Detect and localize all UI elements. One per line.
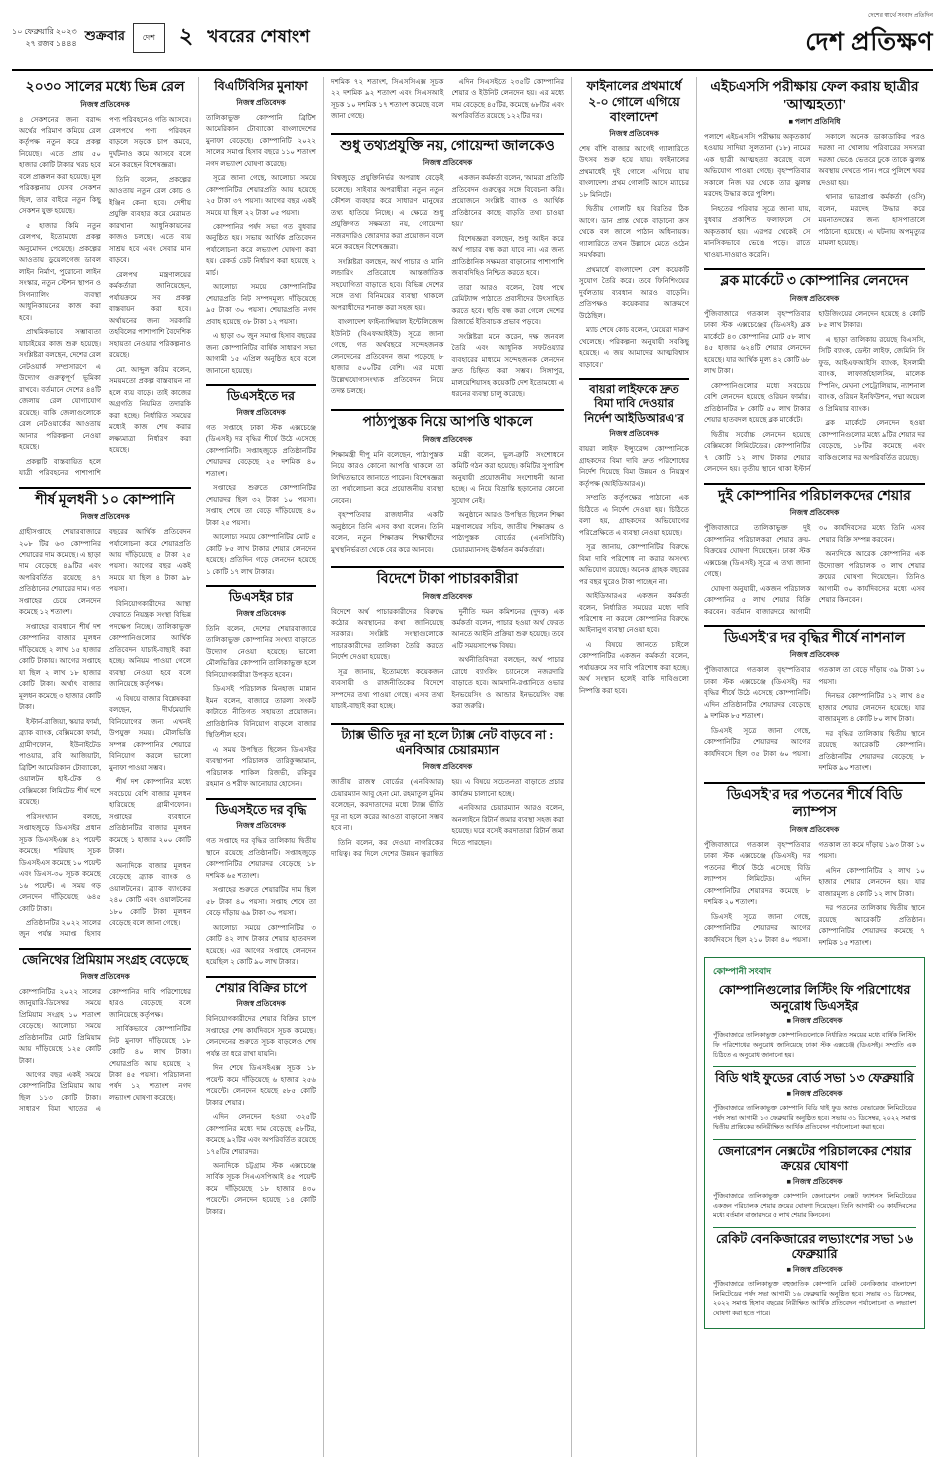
headline-zenith-premium: জেনিথের প্রিমিয়াম সংগ্রহ বেড়েছে — [21, 952, 189, 967]
column-3 — [323, 77, 571, 1457]
page-grid — [12, 77, 933, 1457]
article-body-money-launderers: বিদেশে অর্থ পাচারকারীদের বিরুদ্ধে কঠোর অবস্থানের কথা জানিয়েছে সরকার। সংশ্লিষ্ট সংস্থাগুলোকে পাচারকারীদের তালিকা তৈরি করতে নির্দেশ দেওয়া হয়েছে। সূত্র জানায়, ইতোমধ্যে কয়েকজন ব্যবসায়ী ও রাজনীতিকের বিদেশে সম্পদের তথ্য পাওয়া গেছে। এসব তথ্য যাচাই-বাছাই করা হচ্ছে। দুর্নীতি দমন কমিশনের (দুদক) এক কর্মকর্তা বলেন, পাচার হওয়া অর্থ ফেরত আনতে আইনি প্রক্রিয়া শুরু হয়েছে। তবে এটি সময়সাপেক্ষ বিষয়। অর্থনীতিবিদরা বলছেন, অর্থ পাচার রোধে ব্যাংকিং চ্যানেলে নজরদারি বাড়াতে হবে। আমদানি-রপ্তানিতে ওভার ইনভয়েসিং ও আন্ডার ইনভয়েসিং বন্ধ করা জরুরি। — [331, 607, 564, 711]
byline: নিজস্ব প্রতিবেদক — [789, 293, 840, 303]
masthead-tagline: দেশের স্বার্থে সংবাদ প্রতিদিন — [868, 13, 933, 19]
logo-text: দেশ — [142, 32, 155, 42]
date-gregorian: ১০ ফেব্রুয়ারি ২০২৩ — [12, 26, 77, 36]
byline: নিজস্ব প্রতিবেদক — [422, 158, 473, 168]
headline-top-market-cap: শীর্ষ মূলধনী ১০ কোম্পানি — [35, 492, 175, 508]
byline-correspondent: ■ পলাশ প্রতিনিধি — [788, 117, 841, 126]
byline: ■ নিজস্ব প্রতিবেদক — [786, 1265, 843, 1275]
masthead-right — [805, 10, 933, 65]
article-body-batbc-profit: তালিকাভুক্ত কোম্পানি ব্রিটিশ আমেরিকান টোব্যাকো বাংলাদেশের মুনাফা বেড়েছে। কোম্পানিটি ২০২২ সালের সমাপ্ত হিসাব বছরে ১১০ শতাংশ নগদ লভ্যাংশ ঘোষণা করেছে। সূত্রে জানা গেছে, আলোচ্য সময়ে কোম্পানিটির শেয়ারপ্রতি আয় হয়েছে ২৫ টাকা ৩৭ পয়সা। আগের বছর একই সময়ে যা ছিল ২২ টাকা ০৫ পয়সা। কোম্পানির পর্ষদ সভা গত বুধবার অনুষ্ঠিত হয়। সভায় আর্থিক প্রতিবেদন পর্যালোচনা করে লভ্যাংশ ঘোষণা করা হয়। রেকর্ড ডেট নির্ধারণ করা হয়েছে ২ মার্চ। আলোচ্য সময়ে কোম্পানিটির শেয়ারপ্রতি নিট সম্পদমূল্য দাঁড়িয়েছে ৯৫ টাকা ৩০ পয়সা। শেয়ারপ্রতি নগদ প্রবাহ হয়েছে ৩৮ টাকা ১২ পয়সা। এ ছাড়া ৩০ জুন সমাপ্ত হিসাব বছরের জন্য কোম্পানিটির বার্ষিক সাধারণ সভা আগামী ১৫ এপ্রিল অনুষ্ঠিত হবে বলে জানানো হয়েছে। — [206, 113, 316, 375]
article-body-reckitt-benckiser: পুঁজিবাজারে তালিকাভুক্ত বহুজাতিক কোম্পানি রেকিট বেনকিজার বাংলাদেশ লিমিটেডের পর্ষদ সভা আগামী ১৬ ফেব্রুয়ারি অনুষ্ঠিত হবে। সভায় ৩১ ডিসেম্বর, ২০২২ সমাপ্ত হিসাব বছরের নিরীক্ষিত আর্থিক প্রতিবেদন পর্যালোচনা ও লভ্যাংশ ঘোষণা করা হতে পারে। — [713, 1281, 916, 1317]
page-number: ২ — [178, 23, 194, 48]
byline: ■ নিজস্ব প্রতিবেদক — [786, 1176, 843, 1186]
column-1 — [12, 77, 198, 1457]
article-body-bayra-life-idra: বায়রা লাইফ ইন্স্যুরেন্স কোম্পানিকে গ্রাহকদের বিমা দাবি দ্রুত পরিশোধের নির্দেশ দিয়েছে বিমা উন্নয়ন ও নিয়ন্ত্রণ কর্তৃপক্ষ (আইডিআরএ)। সম্প্রতি কর্তৃপক্ষের পাঠানো এক চিঠিতে এ নির্দেশ দেওয়া হয়। চিঠিতে বলা হয়, গ্রাহকদের অভিযোগের পরিপ্রেক্ষিতে এ ব্যবস্থা নেওয়া হয়েছে। সূত্র জানায়, কোম্পানিটির বিরুদ্ধে বিমা দাবি পরিশোধ না করার অসংখ্য অভিযোগ রয়েছে। অনেক গ্রাহক বছরের পর বছর ঘুরেও টাকা পাচ্ছেন না। আইডিআরএর একজন কর্মকর্তা বলেন, নির্ধারিত সময়ের মধ্যে দাবি পরিশোধ না করলে কোম্পানির বিরুদ্ধে আইনানুগ ব্যবস্থা নেওয়া হবে। এ বিষয়ে জানতে চাইলে কোম্পানিটির একজন কর্মকর্তা বলেন, পর্যায়ক্রমে সব দাবি পরিশোধ করা হচ্ছে। অর্থ সংস্থান হলেই বাকি দাবিগুলো নিষ্পত্তি করা হবে। — [579, 445, 689, 695]
divider — [704, 782, 925, 784]
headline-dse-price: ডিএসইতে দর — [226, 389, 295, 404]
masthead-day: শুক্রবার — [84, 28, 125, 43]
byline: নিজস্ব প্রতিবেদক — [789, 824, 840, 834]
article-body-dse-gainer: পুঁজিবাজারে গতকাল বৃহস্পতিবার ঢাকা স্টক এক্সচেঞ্জে (ডিএসই) দর বৃদ্ধির শীর্ষে উঠে এসেছে কোম্পানিটি। এদিন প্রতিষ্ঠানটির শেয়ারদর বেড়েছে ৯ দশমিক ৮৫ শতাংশ। ডিএসই সূত্রে জানা গেছে, কোম্পানিটির শেয়ারদর আগের কার্যদিবসে ছিল ৩৫ টাকা ৬০ পয়সা। গতকাল তা বেড়ে দাঁড়ায় ৩৯ টাকা ১০ পয়সা। দিনভর কোম্পানিটির ১২ লাখ ৪৫ হাজার শেয়ার লেনদেন হয়েছে। যার বাজারমূল্য ৪ কোটি ৮০ লাখ টাকা। দর বৃদ্ধির তালিকায় দ্বিতীয় স্থানে রয়েছে আরেকটি কোম্পানি। প্রতিষ্ঠানটির শেয়ারদর বেড়েছে ৮ দশমিক ৯০ শতাংশ। — [704, 666, 925, 773]
byline: নিজস্ব প্রতিবেদক — [789, 508, 840, 518]
masthead-dates — [12, 26, 77, 50]
byline: নিজস্ব প্রতিবেদক — [422, 762, 473, 772]
article-body-block-market: পুঁজিবাজারে গতকাল বৃহস্পতিবার ঢাকা স্টক এক্সচেঞ্জের (ডিএসই) ব্লক মার্কেটে ৪৩ কোম্পানির মোট ৫৮ লাখ ৪৫ হাজার ৬২৪টি শেয়ার লেনদেন হয়েছে। যার আর্থিক মূল্য ৪২ কোটি ৬৮ লাখ টাকা। কোম্পানিগুলোর মধ্যে সবচেয়ে বেশি লেনদেন হয়েছে ওরিয়ন ফার্মার। প্রতিষ্ঠানটির ৮ কোটি ৫০ লাখ টাকার শেয়ার হাতবদল হয়েছে ব্লক মার্কেটে। দ্বিতীয় সর্বোচ্চ লেনদেন হয়েছে বেক্সিমকো লিমিটেডের। কোম্পানিটির ৭ কোটি ১২ লাখ টাকার শেয়ার লেনদেন হয়। তৃতীয় স্থানে থাকা ইস্টার্ন হাউজিংয়ের লেনদেন হয়েছে ৪ কোটি ৮৫ লাখ টাকার। এ ছাড়া তালিকায় রয়েছে বিএসসি, সিটি ব্যাংক, ডেল্টা লাইফ, জেমিনি সি ফুড, আইএফআইসি ব্যাংক, ইসলামী ব্যাংক, লাফার্জহোলসিম, মালেক স্পিনিং, মেঘনা পেট্রোলিয়াম, ন্যাশনাল ব্যাংক, ওরিয়ন ইনফিউশন, পদ্মা অয়েল ও প্রিমিয়ার ব্যাংক। ব্লক মার্কেটে লেনদেন হওয়া কোম্পানিগুলোর মধ্যে ৯টির শেয়ার দর বেড়েছে, ১৮টির কমেছে এবং বাকিগুলোর দর অপরিবর্তিত রয়েছে। — [704, 309, 925, 474]
byline: নিজস্ব প্রতিবেদক — [236, 821, 286, 831]
article-body-dse-loser: পুঁজিবাজারে গতকাল বৃহস্পতিবার ঢাকা স্টক এক্সচেঞ্জে (ডিএসই) দর পতনের শীর্ষে উঠে এসেছে বিডি ল্যাম্পস লিমিটেড। এদিন কোম্পানিটির শেয়ারদর কমেছে ৮ দশমিক ২০ শতাংশ। ডিএসই সূত্রে জানা গেছে, কোম্পানিটির শেয়ারদর আগের কার্যদিবসে ছিল ২১০ টাকা ৪০ পয়সা। গতকাল তা কমে দাঁড়ায় ১৯৩ টাকা ১০ পয়সা। এদিন কোম্পানিটির ২ লাখ ১০ হাজার শেয়ার লেনদেন হয়। যার বাজারমূল্য ৪ কোটি ১২ লাখ টাকা। দর পতনের তালিকায় দ্বিতীয় স্থানে রয়েছে আরেকটি প্রতিষ্ঠান। কোম্পানিটির শেয়ারদর কমেছে ৭ দশমিক ১৫ শতাংশ। — [704, 840, 925, 947]
headline-rail-2030: ২০৩০ সালের মধ্যে ভিন্ন রেল — [25, 80, 185, 95]
section-title: খবরের শেষাংশ — [207, 26, 311, 46]
byline: নিজস্ব প্রতিবেদক — [236, 97, 286, 107]
headline-hsc-suicide: এইচএসসি পরীক্ষায় ফেল করায় ছাত্রীর 'আত্মহত্যা' — [710, 80, 919, 113]
article-body-sell-pressure: বিনিয়োগকারীদের শেয়ার বিক্রির চাপে সপ্তাহের শেষ কার্যদিবসে সূচক কমেছে। লেনদেনের শুরুতে সূচক বাড়লেও শেষ পর্যন্ত তা ধরে রাখা যায়নি। দিন শেষে ডিএসইএক্স সূচক ১৮ পয়েন্ট কমে দাঁড়িয়েছে ৬ হাজার ২৫৬ পয়েন্টে। লেনদেন হয়েছে ৫৮৫ কোটি টাকার শেয়ার। এদিন লেনদেন হওয়া ৩২৫টি কোম্পানির মধ্যে দাম বেড়েছে ৫৮টির, কমেছে ৯২টির এবং অপরিবর্তিত রয়েছে ১৭৫টির শেয়ারদর। অন্যদিকে চট্টগ্রাম স্টক এক্সচেঞ্জে সার্বিক সূচক সিএএসপিআই ৪৫ পয়েন্ট কমে দাঁড়িয়েছে ১৮ হাজার ৪৩০ পয়েন্টে। লেনদেন হয়েছে ১৪ কোটি টাকার। — [206, 1015, 316, 1216]
byline: নিজস্ব প্রতিবেদক — [422, 591, 473, 601]
headline-dse-four: ডিএসইর চার — [228, 590, 294, 605]
byline: নিজস্ব প্রতিবেদক — [789, 650, 840, 660]
headline-dse-gainer: ডিএসই'র দর বৃদ্ধির শীর্ষে নাশনাল — [723, 630, 906, 646]
byline: নিজস্ব প্রতিবেদক — [236, 999, 286, 1009]
divider — [331, 566, 564, 568]
article-body-bd-thai-board: পুঁজিবাজারে তালিকাভুক্ত কোম্পানি বিডি থাই ফুড অ্যান্ড বেভারেজ লিমিটেডের পর্ষদ সভা আগামী ১৩ ফেব্রুয়ারি অনুষ্ঠিত হবে। সভায় ৩১ ডিসেম্বর, ২০২২ সমাপ্ত দ্বিতীয় প্রান্তিকের অনিরীক্ষিত আর্থিক প্রতিবেদন পর্যালোচনা করা হবে। — [713, 1104, 916, 1132]
byline: নিজস্ব প্রতিবেদক — [236, 407, 286, 417]
headline-intelligence-network: শুধু তথ্যপ্রযুক্তি নয়, গোয়েন্দা জালকেও — [340, 138, 555, 154]
article-body-nbr-chairman: জাতীয় রাজস্ব বোর্ডের (এনবিআর) চেয়ারম্যান আবু হেনা মো. রহমাতুল মুনিম বলেছেন, করদাতাদের মধ্যে ট্যাক্স ভীতি দূর না হলে করের আওতা বাড়ানো সম্ভব হবে না। তিনি বলেন, কর দেওয়া নাগরিকের দায়িত্ব। কর দিলে দেশের উন্নয়ন ত্বরান্বিত হয়। এ বিষয়ে সচেতনতা বাড়াতে প্রচার কার্যক্রম চালানো হচ্ছে। এনবিআর চেয়ারম্যান আরও বলেন, অনলাইনে রিটার্ন জমার ব্যবস্থা সহজ করা হয়েছে। ঘরে বসেই করদাতারা রিটার্ন জমা দিতে পারছেন। — [331, 778, 564, 859]
newspaper-title: দেশ প্রতিক্ষণ — [805, 29, 933, 56]
headline-block-market: ব্লক মার্কেটে ৩ কোম্পানির লেনদেন — [720, 274, 909, 290]
divider — [19, 487, 191, 489]
divider — [713, 1227, 916, 1228]
divider — [331, 723, 564, 725]
headline-dse-price-rise: ডিএসইতে দর বৃদ্ধি — [215, 802, 307, 817]
byline: নিজস্ব প্রতিবেদক — [609, 429, 659, 439]
article-body-intelligence-network: বিশ্বজুড়ে প্রযুক্তিনির্ভর অপরাধ বেড়েই চলেছে। সাইবার অপরাধীরা নতুন নতুন কৌশল ব্যবহার করে সাধারণ মানুষের তথ্য হাতিয়ে নিচ্ছে। এ ক্ষেত্রে শুধু প্রযুক্তিগত সক্ষমতা নয়, গোয়েন্দা নজরদারিও জোরদার করা প্রয়োজন বলে মনে করছেন বিশেষজ্ঞরা। সংশ্লিষ্টরা বলছেন, অর্থ পাচার ও মানি লন্ডারিং প্রতিরোধে আন্তর্জাতিক সহযোগিতা বাড়াতে হবে। বিভিন্ন দেশের সঙ্গে তথ্য বিনিময়ের ব্যবস্থা থাকলে অপরাধীদের শনাক্ত করা সহজ হয়। বাংলাদেশ ফাইন্যান্সিয়াল ইন্টেলিজেন্স ইউনিট (বিএফআইইউ) সূত্রে জানা গেছে, গত অর্থবছরে সন্দেহজনক লেনদেনের প্রতিবেদন জমা পড়েছে ৮ হাজার ৫০০টির বেশি। এর মধ্যে উল্লেখযোগ্যসংখ্যক প্রতিবেদন নিয়ে তদন্ত চলছে। একজন কর্মকর্তা বলেন, 'আমরা প্রতিটি প্রতিবেদন গুরুত্বের সঙ্গে বিবেচনা করি। প্রয়োজনে সংশ্লিষ্ট ব্যাংক ও আর্থিক প্রতিষ্ঠানের কাছে বাড়তি তথ্য চাওয়া হয়।' বিশেষজ্ঞরা বলছেন, শুধু আইন করে অর্থ পাচার বন্ধ করা যাবে না। এর জন্য প্রাতিষ্ঠানিক সক্ষমতা বাড়ানোর পাশাপাশি জবাবদিহিও নিশ্চিত করতে হবে। তারা আরও বলেন, বৈধ পথে রেমিট্যান্স পাঠাতে প্রবাসীদের উৎসাহিত করতে হবে। হুন্ডি বন্ধ করা গেলে দেশের রিজার্ভে ইতিবাচক প্রভাব পড়বে। সংশ্লিষ্টরা মনে করেন, দক্ষ জনবল তৈরি এবং আধুনিক সফটওয়্যার ব্যবহারের মাধ্যমে সন্দেহজনক লেনদেন দ্রুত চিহ্নিত করা সম্ভব। সিঙ্গাপুর, মালয়েশিয়াসহ কয়েকটি দেশ ইতোমধ্যে এ ধরনের ব্যবস্থা চালু করেছে। — [331, 174, 564, 399]
article-body-rail-2030: ৪ সেকশনের জন্য বরাদ্দ অর্থের পরিমাণ কমিয়ে রেল কর্তৃপক্ষ নতুন করে প্রকল্প নিয়েছে। এতে প্রায় ৫০ হাজার কোটি টাকার খরচ হবে বলে প্রাক্কলন করা হয়েছে। মূল পরিকল্পনায় যেসব সেকশন ছিল, তার বাইরে নতুন কিছু সেকশন যুক্ত হয়েছে। ৫ হাজার কিমি নতুন রেলপথ, ইতোমধ্যে প্রকল্প অনুমোদন পেয়েছে। প্রকল্পের আওতায় ডুয়েলগেজ ডাবল লাইন নির্মাণ, পুরোনো লাইন সংস্কার, নতুন স্টেশন স্থাপন ও সিগন্যালিং ব্যবস্থা আধুনিকায়নের কাজ করা হবে। প্রাথমিকভাবে সম্ভাব্যতা যাচাইয়ের কাজ শুরু হয়েছে। সংশ্লিষ্টরা বলছেন, দেশের রেল নেটওয়ার্ক সম্প্রসারণে এ উদ্যোগ গুরুত্বপূর্ণ ভূমিকা রাখবে। বর্তমানে দেশের ৪৪টি জেলায় রেল যোগাযোগ রয়েছে। বাকি জেলাগুলোকে রেল নেটওয়ার্কের আওতায় আনার পরিকল্পনা নেওয়া হয়েছে। প্রকল্পটি বাস্তবায়িত হলে যাত্রী পরিবহনের পাশাপাশি পণ্য পরিবহনেও গতি আসবে। রেলপথে পণ্য পরিবহন বাড়লে সড়কে চাপ কমবে, দুর্ঘটনাও কমে আসবে বলে মনে করছেন বিশেষজ্ঞরা। তিনি বলেন, প্রকল্পের আওতায় নতুন রেল কোচ ও ইঞ্জিন কেনা হবে। দেশীয় প্রযুক্তি ব্যবহার করে মেরামত কারখানা আধুনিকায়নের কাজও চলছে। এতে ব্যয় সাশ্রয় হবে এবং সেবার মান বাড়বে। রেলপথ মন্ত্রণালয়ের কর্মকর্তারা জানিয়েছেন, পর্যায়ক্রমে সব প্রকল্প বাস্তবায়ন করা হবে। অর্থায়নের জন্য সরকারি তহবিলের পাশাপাশি বৈদেশিক সহায়তা নেওয়ার পরিকল্পনাও রয়েছে। মো. আব্দুল করিম বলেন, সময়মতো প্রকল্প বাস্তবায়ন না হলে ব্যয় বাড়ে। তাই কাজের অগ্রগতি নিয়মিত তদারকি করা হচ্ছে। নির্ধারিত সময়ের মধ্যেই কাজ শেষ করার লক্ষ্যমাত্রা নির্ধারণ করা হয়েছে। — [19, 115, 191, 478]
article-body-dse-price-rise: গত সপ্তাহে দর বৃদ্ধির তালিকায় দ্বিতীয় স্থানে রয়েছে প্রতিষ্ঠানটি। সপ্তাহজুড়ে কোম্পানিটির শেয়ারদর বেড়েছে ১৮ দশমিক ৬৫ শতাংশ। সপ্তাহের শুরুতে শেয়ারটির দাম ছিল ৫৮ টাকা ৪০ পয়সা। সপ্তাহ শেষে তা বেড়ে দাঁড়ায় ৬৯ টাকা ৩০ পয়সা। আলোচ্য সময়ে কোম্পানিটির ৩ কোটি ৪২ লাখ টাকার শেয়ার হাতবদল হয়েছে। এর আগের সপ্তাহে লেনদেন হয়েছিল ২ কোটি ৯০ লাখ টাকার। — [206, 837, 316, 967]
article-body-dse-price: গত সপ্তাহে ঢাকা স্টক এক্সচেঞ্জে (ডিএসই) দর বৃদ্ধির শীর্ষে উঠে এসেছে কোম্পানিটি। সপ্তাহজুড়ে প্রতিষ্ঠানটির শেয়ারদর বেড়েছে ২৫ দশমিক ৪০ শতাংশ। সপ্তাহের শুরুতে কোম্পানিটির শেয়ারদর ছিল ৩২ টাকা ১০ পয়সা। সপ্তাহ শেষে তা বেড়ে দাঁড়িয়েছে ৪০ টাকা ২৫ পয়সা। আলোচ্য সময়ে কোম্পানিটির মোট ৫ কোটি ৮৫ লাখ টাকার শেয়ার লেনদেন হয়েছে। প্রতিদিন গড়ে লেনদেন হয়েছে ১ কোটি ১৭ লাখ টাকার। — [206, 423, 316, 576]
headline-sell-pressure: শেয়ার বিক্রির চাপে — [215, 980, 307, 995]
headline-nbr-chairman: ট্যাক্স ভীতি দূর না হলে ট্যাক্স নেট বাড়বে না : এনবিআর চেয়ারম্যান — [341, 727, 554, 758]
divider — [19, 948, 191, 950]
company-news-box — [704, 957, 925, 1328]
article-body-dse-four: তিনি বলেন, দেশের শেয়ারবাজারে তালিকাভুক্ত কোম্পানির সংখ্যা বাড়াতে উদ্যোগ নেওয়া হয়েছে। ভালো মৌলভিত্তির কোম্পানি তালিকাভুক্ত হলে বিনিয়োগকারীরা উপকৃত হবেন। ডিএসই পরিচালক মিনহাজ মান্নান ইমন বলেন, বাজারে তারল্য সংকট কাটাতে নীতিগত সহায়তা প্রয়োজন। প্রাতিষ্ঠানিক বিনিয়োগ বাড়লে বাজার স্থিতিশীল হবে। এ সময় উপস্থিত ছিলেন ডিএসইর ব্যবস্থাপনা পরিচালক তারিকুজ্জামান, পরিচালক শাকিল রিজভী, রকিবুর রহমান ও শরীফ আনোয়ার হোসেন। — [206, 624, 316, 789]
byline: নিজস্ব প্রতিবেদক — [80, 512, 130, 522]
date-hijri: ২৭ রজব ১৪৪৪ — [25, 38, 77, 48]
byline: নিজস্ব প্রতিবেদক — [80, 971, 130, 981]
byline: ■ নিজস্ব প্রতিবেদক — [786, 1016, 843, 1026]
headline-directors-shares: দুই কোম্পানির পরিচালকদের শেয়ার — [718, 488, 911, 504]
column-5 — [696, 77, 932, 1457]
masthead-left — [12, 19, 310, 56]
article-body-top-market-cap: গ্রাহীসপ্তাহে শেয়ারবাজারে ২০৮ টির ৬৩ কোম্পানির শেয়ারের দাম কমেছে। এ ছাড়া দাম বেড়েছে ৪৯টির এবং অপরিবর্তিত রয়েছে ৪৭ প্রতিষ্ঠানের শেয়ারের দাম। গত সপ্তাহের চেয়ে লেনদেন কমেছে ১২ শতাংশ। সপ্তাহের ব্যবধানে শীর্ষ দশ কোম্পানির বাজার মূলধন দাঁড়িয়েছে ২ লাখ ১৫ হাজার কোটি টাকায়। আগের সপ্তাহে যা ছিল ২ লাখ ১৮ হাজার কোটি টাকা। অর্থাৎ বাজার মূলধন কমেছে ৩ হাজার কোটি টাকা। ইস্টার্ন-রাজিয়া, স্কয়ার ফার্মা, ব্র্যাক ব্যাংক, বেক্সিমকো ফার্মা, গ্রামীণফোন, ইউনাইটেড পাওয়ার, রবি আজিয়াটা, ব্রিটিশ আমেরিকান টোব্যাকো, ওয়ালটন হাই-টেক ও বেক্সিমকো লিমিটেড শীর্ষ দশে রয়েছে। পরিসংখ্যান বলছে, সপ্তাহজুড়ে ডিএসইর প্রধান সূচক ডিএসইএক্স ৪২ পয়েন্ট কমেছে। শরিয়াহ সূচক ডিএসইএস কমেছে ১০ পয়েন্ট এবং ডিএস-৩০ সূচক কমেছে ১৬ পয়েন্ট। এ সময় গড় লেনদেন দাঁড়িয়েছে ৬৪৫ কোটি টাকা। প্রতিষ্ঠানটির ২০২২ সালের জুন পর্যন্ত সমাপ্ত হিসাব বছরের আর্থিক প্রতিবেদন পর্যালোচনা করে শেয়ারপ্রতি আয় দাঁড়িয়েছে ৫ টাকা ২৫ পয়সা। আগের বছর একই সময়ে যা ছিল ৪ টাকা ৯৮ পয়সা। বিনিয়োগকারীদের আস্থা ফেরাতে নিয়ন্ত্রক সংস্থা বিভিন্ন পদক্ষেপ নিচ্ছে। তালিকাভুক্ত কোম্পানিগুলোর আর্থিক প্রতিবেদন যাচাই-বাছাই করা হচ্ছে। অনিয়ম পাওয়া গেলে ব্যবস্থা নেওয়া হবে বলে জানিয়েছে কর্তৃপক্ষ। এ বিষয়ে বাজার বিশ্লেষকরা বলছেন, দীর্ঘমেয়াদি বিনিয়োগের জন্য এখনই উপযুক্ত সময়। মৌলভিত্তি সম্পন্ন কোম্পানির শেয়ারে বিনিয়োগ করলে ভালো মুনাফা পাওয়া সম্ভব। শীর্ষ দশ কোম্পানির মধ্যে সবচেয়ে বেশি বাজার মূলধন হারিয়েছে গ্রামীণফোন। সপ্তাহের ব্যবধানে প্রতিষ্ঠানটির বাজার মূলধন কমেছে ১ হাজার ২০০ কোটি টাকা। অন্যদিকে বাজার মূলধন বেড়েছে ব্র্যাক ব্যাংক ও ওয়ালটনের। ব্র্যাক ব্যাংকের ২৪০ কোটি এবং ওয়ালটনের ১৮০ কোটি টাকা মূলধন বেড়েছে বলে জানা গেছে। — [19, 528, 191, 939]
headline-final-first-half: ফাইনালের প্রথমার্ধে ২-০ গোলে এগিয়ে বাংলাদেশ — [586, 79, 682, 125]
headline-batbc-profit: বিএটিবিসির মুনাফা — [214, 79, 308, 93]
divider — [713, 1066, 916, 1067]
article-body-directors-shares: পুঁজিবাজারে তালিকাভুক্ত দুই কোম্পানির পরিচালকরা শেয়ার ক্রয়-বিক্রয়ের ঘোষণা দিয়েছেন। ঢাকা স্টক এক্সচেঞ্জ (ডিএসই) সূত্রে এ তথ্য জানা গেছে। ঘোষণা অনুযায়ী, একজন পরিচালক কোম্পানির ৫ লাখ শেয়ার বিক্রি করবেন। বর্তমান বাজারদরে আগামী ৩০ কার্যদিবসের মধ্যে তিনি এসব শেয়ার বিক্রি সম্পন্ন করবেন। অন্যদিকে আরেক কোম্পানির এক উদ্যোক্তা পরিচালক ৩ লাখ শেয়ার ক্রয়ের ঘোষণা দিয়েছেন। তিনিও আগামী ৩০ কার্যদিবসের মধ্যে এসব শেয়ার কিনবেন। — [704, 524, 925, 616]
byline: ■ নিজস্ব প্রতিবেদক — [786, 1088, 843, 1098]
byline: নিজস্ব প্রতিবেদক — [236, 608, 286, 618]
byline: নিজস্ব প্রতিবেদক — [80, 99, 130, 109]
article-body-zenith-premium: কোম্পানিটির ২০২২ সালের জানুয়ারি-ডিসেম্বর সময়ে প্রিমিয়াম সংগ্রহ ১০ শতাংশ বেড়েছে। আলোচ্য সময়ে প্রতিষ্ঠানটির মোট প্রিমিয়াম আয় দাঁড়িয়েছে ১২৫ কোটি টাকা। আগের বছর একই সময়ে কোম্পানিটির প্রিমিয়াম আয় ছিল ১১৩ কোটি টাকা। সাধারণ বিমা খাতের এ কোম্পানির দাবি পরিশোধের হারও বেড়েছে বলে জানিয়েছে কর্তৃপক্ষ। সার্বিকভাবে কোম্পানিটির নিট মুনাফা দাঁড়িয়েছে ১৮ কোটি ৪০ লাখ টাকা। শেয়ারপ্রতি আয় হয়েছে ২ টাকা ৪৫ পয়সা। পরিচালনা পর্ষদ ১২ শতাংশ নগদ লভ্যাংশ ঘোষণা করেছে। — [19, 987, 191, 1114]
divider — [206, 585, 316, 587]
divider — [704, 625, 925, 627]
byline: নিজস্ব প্রতিবেদক — [609, 128, 659, 138]
article-body-listing-fee: পুঁজিবাজারে তালিকাভুক্ত কোম্পানিগুলোকে নির্ধারিত সময়ের মধ্যে বার্ষিক লিস্টিং ফি পরিশোধের অনুরোধ জানিয়েছে ঢাকা স্টক এক্সচেঞ্জ (ডিএসই)। সম্প্রতি এক চিঠিতে এ অনুরোধ জানানো হয়। — [713, 1032, 916, 1059]
divider — [579, 378, 689, 380]
masthead — [12, 10, 933, 71]
divider — [206, 976, 316, 978]
headline-textbook-objection: পাঠ্যপুস্তক নিয়ে আপত্তি থাকলে — [362, 415, 533, 431]
article-body-textbook-objection: শিক্ষামন্ত্রী দীপু মনি বলেছেন, পাঠ্যপুস্তক নিয়ে কারও কোনো আপত্তি থাকলে তা লিখিতভাবে জানাতে পারেন। বিশেষজ্ঞরা তা পর্যালোচনা করে প্রয়োজনীয় ব্যবস্থা নেবেন। বৃহস্পতিবার রাজধানীর একটি অনুষ্ঠানে তিনি এসব কথা বলেন। তিনি বলেন, নতুন শিক্ষাক্রম শিক্ষার্থীদের মুখস্থনির্ভরতা থেকে বের করে আনবে। মন্ত্রী বলেন, ভুল-ত্রুটি সংশোধনে কমিটি গঠন করা হয়েছে। কমিটির সুপারিশ অনুযায়ী প্রয়োজনীয় সংশোধনী আনা হচ্ছে। এ নিয়ে বিভ্রান্তি ছড়ানোর কোনো সুযোগ নেই। অনুষ্ঠানে আরও উপস্থিত ছিলেন শিক্ষা মন্ত্রণালয়ের সচিব, জাতীয় শিক্ষাক্রম ও পাঠ্যপুস্তক বোর্ডের (এনসিটিবি) চেয়ারম্যানসহ ঊর্ধ্বতন কর্মকর্তারা। — [331, 450, 564, 554]
divider — [704, 483, 925, 485]
headline-generation-next: জেনারেশন নেক্সটের পরিচালকের শেয়ার ক্রয়ের ঘোষণা — [717, 1143, 912, 1174]
company-news-label: কোম্পানী সংবাদ — [713, 966, 771, 977]
article-jump-text: দশমিক ৭২ শতাংশ, সিএসসিএক্স সূচক ২২ দশমিক ৯২ শতাংশ এবং সিএসআই সূচক ১০ দশমিক ১৭ শতাংশ কমেছে বলে জানা গেছে। এদিন সিএসইতে ২৩৫টি কোম্পানির শেয়ার ও ইউনিট লেনদেন হয়। এর মধ্যে দাম বেড়েছে ৪৫টির, কমেছে ৬৮টির এবং অপরিবর্তিত রয়েছে ১২২টির দর। — [331, 78, 564, 121]
headline-bayra-life-idra: বায়রা লাইফকে দ্রুত বিমা দাবি দেওয়ার নির্দেশ আইডিআরএ'র — [584, 384, 684, 425]
column-4 — [571, 77, 696, 1457]
headline-money-launderers: বিদেশে টাকা পাচারকারীরা — [376, 572, 519, 587]
masthead-logo-icon — [133, 23, 165, 53]
divider — [713, 1139, 916, 1140]
divider — [206, 798, 316, 800]
headline-reckitt-benckiser: রেকিট বেনকিজারের লভ্যাংশের সভা ১৬ ফেব্রুয়ারি — [716, 1231, 913, 1262]
headline-dse-loser: ডিএসই'র দর পতনের শীর্ষে বিডি ল্যাম্পস — [726, 787, 903, 821]
headline-listing-fee: কোম্পানিগুলোর লিস্টিং ফি পরিশোধের অনুরোধ ডিএসইর — [718, 983, 911, 1013]
headline-bd-thai-board: বিডি থাই ফুডের বোর্ড সভা ১৩ ফেব্রুয়ারি — [715, 1071, 914, 1086]
divider — [704, 268, 925, 270]
column-2 — [198, 77, 323, 1457]
byline: নিজস্ব প্রতিবেদক — [422, 434, 473, 444]
article-body-generation-next: পুঁজিবাজারে তালিকাভুক্ত কোম্পানি জেনারেশন নেক্সট ফ্যাশনস লিমিটেডের একজন পরিচালক শেয়ার ক্রয়ের ঘোষণা দিয়েছেন। তিনি আগামী ৩০ কার্যদিবসের মধ্যে বর্তমান বাজারদরে ৫ লাখ শেয়ার কিনবেন। — [713, 1192, 916, 1220]
article-body-hsc-suicide: পলাশে এইচএসসি পরীক্ষায় অকৃতকার্য হওয়ায় সাদিয়া সুলতানা (১৮) নামের এক ছাত্রী আত্মহত্যা করেছে বলে অভিযোগ পাওয়া গেছে। বৃহস্পতিবার সকালে নিজ ঘর থেকে তার ঝুলন্ত মরদেহ উদ্ধার করে পুলিশ। নিহতের পরিবার সূত্রে জানা যায়, বুধবার প্রকাশিত ফলাফলে সে অকৃতকার্য হয়। এরপর থেকেই সে মানসিকভাবে ভেঙে পড়ে। রাতে খাওয়া-দাওয়াও করেনি। সকালে অনেক ডাকাডাকির পরও দরজা না খোলায় পরিবারের সদস্যরা দরজা ভেঙে ভেতরে ঢুকে তাকে ঝুলন্ত অবস্থায় দেখতে পান। পরে পুলিশে খবর দেওয়া হয়। থানার ভারপ্রাপ্ত কর্মকর্তা (ওসি) বলেন, মরদেহ উদ্ধার করে ময়নাতদন্তের জন্য হাসপাতালে পাঠানো হয়েছে। এ ঘটনায় অপমৃত্যুর মামলা হয়েছে। — [704, 133, 925, 259]
article-body-final-first-half: শেষ বাঁশি বাজার আগেই গ্যালারিতে উৎসব শুরু হয়ে যায়। ফাইনালের প্রথমার্ধেই দুই গোলে এগিয়ে যায় বাংলাদেশ। প্রথম গোলটি আসে ম্যাচের ১৮ মিনিটে। দ্বিতীয় গোলটি হয় বিরতির ঠিক আগে। ডান প্রান্ত থেকে বাড়ানো ক্রস থেকে বল জালে পাঠান অধিনায়ক। গ্যালারিতে তখন উল্লাসে মেতে ওঠেন সমর্থকরা। প্রথমার্ধে বাংলাদেশ বেশ কয়েকটি সুযোগ তৈরি করে। তবে ফিনিশিংয়ের দুর্বলতায় ব্যবধান আরও বাড়েনি। প্রতিপক্ষও কয়েকবার আক্রমণে উঠেছিল। ম্যাচ শেষে কোচ বলেন, 'মেয়েরা দারুণ খেলেছে। পরিকল্পনা অনুযায়ী সবকিছু হয়েছে। এ জয় আমাদের আত্মবিশ্বাস বাড়াবে।' — [579, 144, 690, 369]
divider — [331, 409, 564, 411]
divider — [206, 384, 316, 386]
divider — [331, 133, 564, 135]
